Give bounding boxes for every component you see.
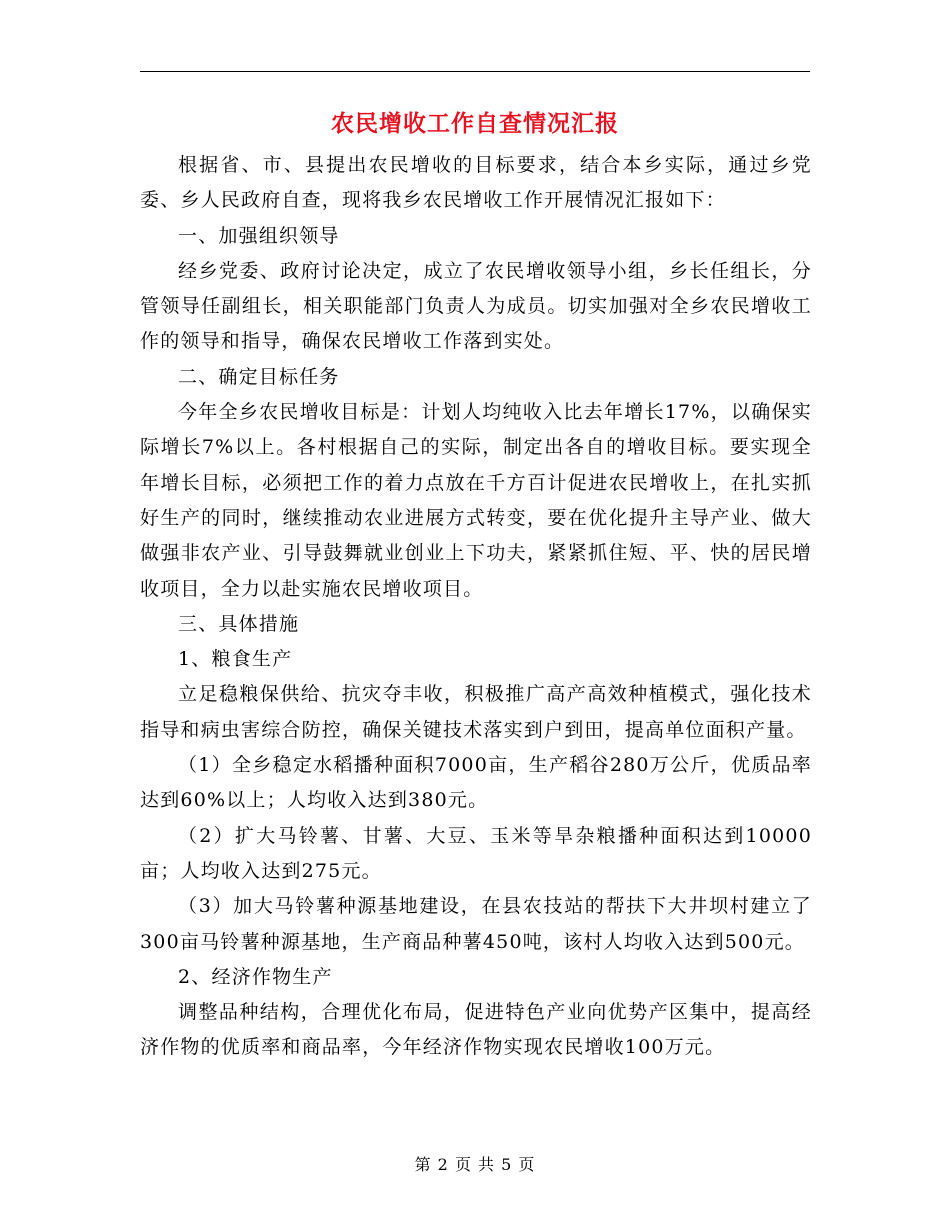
header-rule bbox=[140, 71, 810, 72]
paragraph-leadership: 经乡党委、政府讨论决定，成立了农民增收领导小组，乡长任组长，分管领导任副组长，相关职能部门负责人为成员。切实加强对全乡农民增收工作的领导和指导，确保农民增收工作落到实处。 bbox=[140, 259, 812, 353]
list-item-potato-base: （3）加大马铃薯种源基地建设，在县农技站的帮扶下大井坝村建立了300亩马铃薯种源基地，生产商品种薯450吨，该村人均收入达到500元。 bbox=[140, 895, 812, 953]
page-number: 第 2 页 共 5 页 bbox=[414, 1155, 536, 1174]
document-body bbox=[140, 148, 812, 1066]
list-item-dryland-crops: （2）扩大马铃薯、甘薯、大豆、玉米等旱杂粮播种面积达到10000亩；人均收入达到275元。 bbox=[140, 824, 812, 882]
section-heading-3: 三、具体措施 bbox=[178, 612, 300, 635]
subheading-grain: 1、粮食生产 bbox=[178, 648, 293, 671]
section-heading-1: 一、加强组织领导 bbox=[178, 224, 340, 247]
paragraph-grain: 立足稳粮保供给、抗灾夺丰收，积极推广高产高效种植模式，强化技术指导和病虫害综合防控，确保关键技术落实到户到田，提高单位面积产量。 bbox=[140, 683, 812, 741]
document-title: 农民增收工作自查情况汇报 bbox=[331, 110, 619, 137]
section-heading-2: 二、确定目标任务 bbox=[178, 365, 340, 388]
paragraph-intro: 根据省、市、县提出农民增收的目标要求，结合本乡实际，通过乡党委、乡人民政府自查，现将我乡农民增收工作开展情况汇报如下： bbox=[140, 154, 812, 212]
list-item-rice: （1）全乡稳定水稻播种面积7000亩，生产稻谷280万公斤，优质品率达到60%以上；人均收入达到380元。 bbox=[140, 754, 812, 812]
paragraph-targets: 今年全乡农民增收目标是：计划人均纯收入比去年增长17%，以确保实际增长7%以上。各村根据自己的实际，制定出各自的增收目标。要实现全年增长目标，必须把工作的着力点放在千方百计促进农民增收上，在扎实抓好生产的同时，继续推动农业进展方式转变，要在优化提升主导产业、做大做强非农产业、引导鼓舞就业创业上下功夫，紧紧抓住短、平、快的居民增收项目，全力以赴实施农民增收项目。 bbox=[140, 401, 812, 600]
subheading-cash-crops: 2、经济作物生产 bbox=[178, 965, 333, 988]
paragraph-cash-crops: 调整品种结构，合理优化布局，促进特色产业向优势产区集中，提高经济作物的优质率和商品率，今年经济作物实现农民增收100万元。 bbox=[140, 1001, 812, 1059]
